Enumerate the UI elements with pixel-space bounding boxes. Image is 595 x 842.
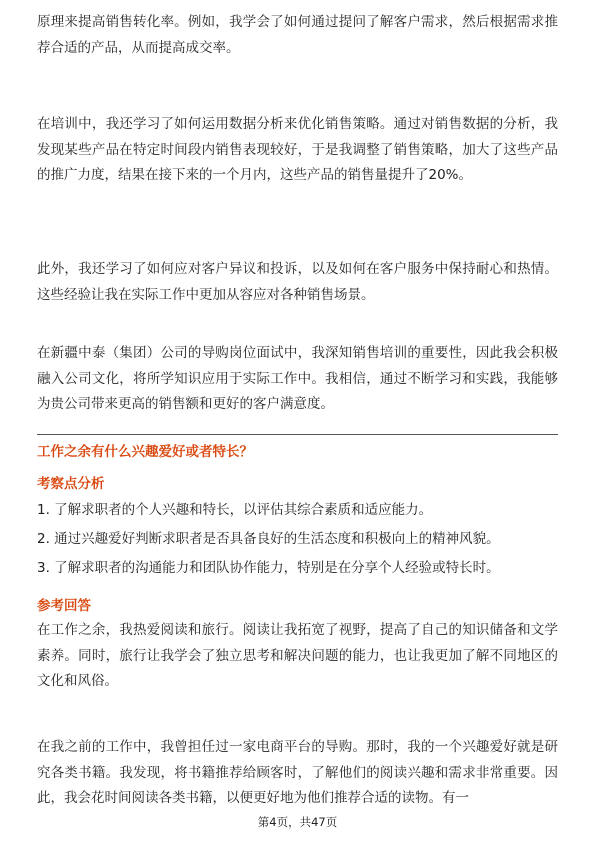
body-paragraph: 此外，我还学习了如何应对客户异议和投诉，以及如何在客户服务中保持耐心和热情。这些经验让我在实际工作中更加从容应对各种销售场景。 xyxy=(37,261,558,303)
document-page xyxy=(37,0,558,842)
analysis-list xyxy=(37,496,558,583)
answer-paragraph: 在我之前的工作中，我曾担任过一家电商平台的导购。那时，我的一个兴趣爱好就是研究各类书籍。我发现，将书籍推荐给顾客时，了解他们的阅读兴趣和需求非常重要。因此，我会花时间阅读各类书籍，以便更好地为他们推荐合适的读物。有一 xyxy=(37,739,558,806)
list-item: 1. 了解求职者的个人兴趣和特长，以评估其综合素质和适应能力。 xyxy=(37,502,433,518)
answer-paragraph: 在工作之余，我热爱阅读和旅行。阅读让我拓宽了视野，提高了自己的知识储备和文学素养。同时，旅行让我学会了独立思考和解决问题的能力，也让我更加了解不同地区的文化和风俗。 xyxy=(37,622,558,689)
list-item: 2. 通过兴趣爱好判断求职者是否具备良好的生活态度和积极向上的精神风貌。 xyxy=(37,531,500,547)
interview-question: 工作之余有什么兴趣爱好或者特长？ xyxy=(37,444,253,460)
body-paragraph: 在培训中，我还学习了如何运用数据分析来优化销售策略。通过对销售数据的分析，我发现某些产品在特定时间段内销售表现较好，于是我调整了销售策略，加大了这些产品的推广力度，结果在接下来的一个月内，这些产品的销售量提升了20%。 xyxy=(37,116,558,183)
body-paragraph: 原理来提高销售转化率。例如，我学会了如何通过提问了解客户需求，然后根据需求推荐合适的产品，从而提高成交率。 xyxy=(37,14,558,56)
section-divider xyxy=(37,434,558,435)
answer-title: 参考回答 xyxy=(37,598,91,614)
list-item: 3. 了解求职者的沟通能力和团队协作能力，特别是在分享个人经验或特长时。 xyxy=(37,560,500,576)
analysis-title: 考察点分析 xyxy=(37,476,105,492)
body-paragraph: 在新疆中泰（集团）公司的导购岗位面试中，我深知销售培训的重要性，因此我会积极融入公司文化，将所学知识应用于实际工作中。我相信，通过不断学习和实践，我能够为贵公司带来更高的销售额和更好的客户满意度。 xyxy=(37,345,558,412)
page-footer: 第4页，共47页 xyxy=(257,815,338,829)
